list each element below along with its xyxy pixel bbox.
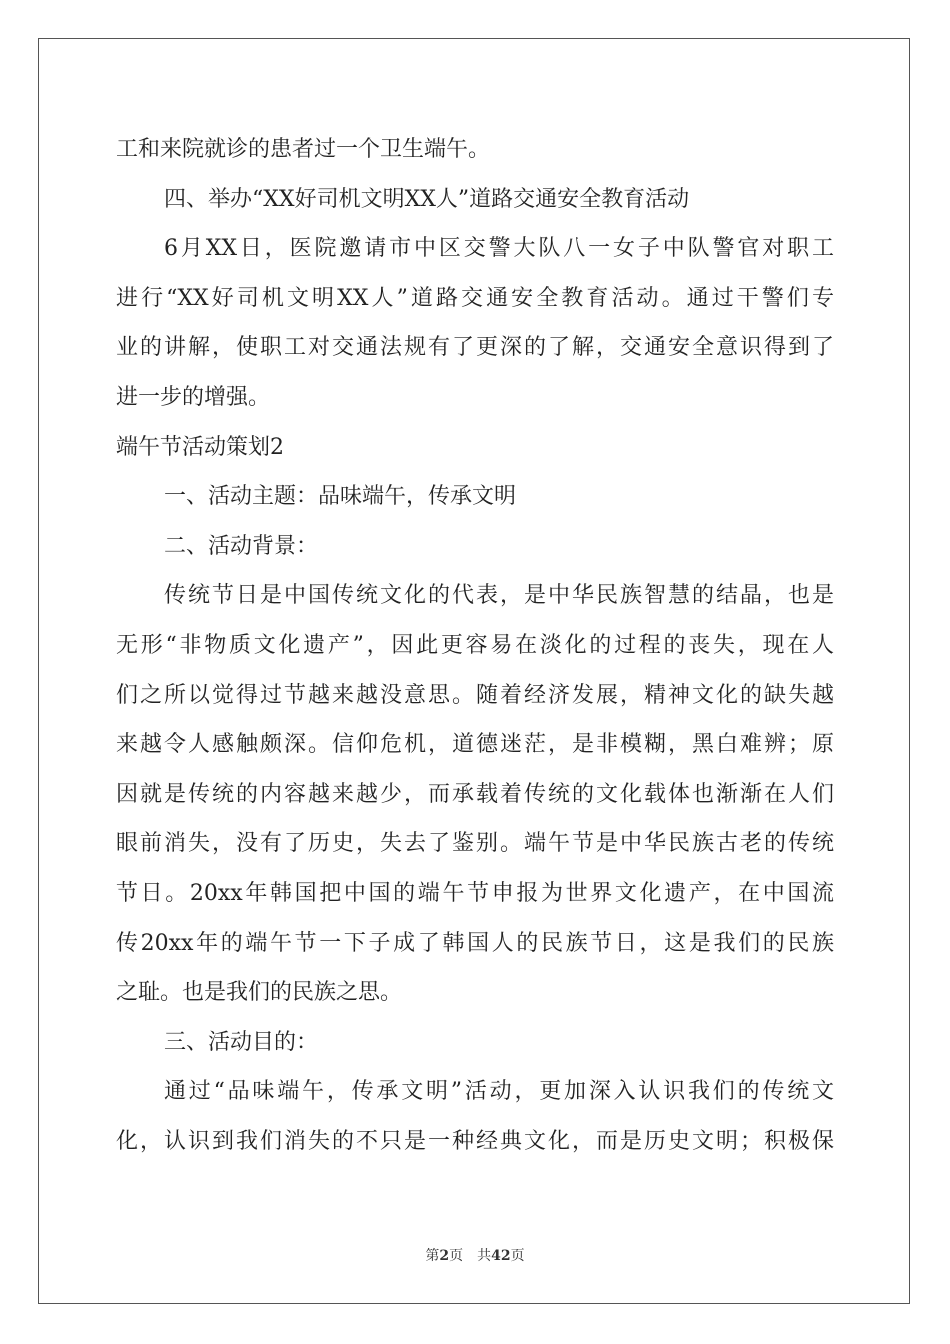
- page-total: 共42页: [477, 1248, 525, 1264]
- section-heading: 一、活动主题：品味端午，传承文明: [164, 484, 517, 510]
- paragraph-line: 工和来院就诊的患者过一个卫生端午。: [116, 137, 491, 162]
- section-heading: 四、举办“XX好司机文明XX人”道路交通安全教育活动: [164, 186, 690, 212]
- paragraph-line: 之耻。也是我们的民族之思。: [116, 980, 403, 1006]
- paragraph-line: 化，认识到我们消失的不只是一种经典文化，而是历史文明；积极保: [116, 1128, 834, 1154]
- paragraph-line: 无形“非物质文化遗产”，因此更容易在淡化的过程的丧失，现在人: [116, 632, 834, 658]
- paragraph-line: 因就是传统的内容越来越少，而承载着传统的文化载体也渐渐在人们: [116, 781, 834, 807]
- page-number: 第2页: [425, 1248, 464, 1264]
- page-footer: [0, 1245, 950, 1265]
- paragraph-line: 们之所以觉得过节越来越没意思。随着经济发展，精神文化的缺失越: [116, 682, 834, 708]
- paragraph-line: 眼前消失，没有了历史，失去了鉴别。端午节是中华民族古老的传统: [116, 831, 834, 857]
- paragraph-line: 传20xx年的端午节一下子成了韩国人的民族节日，这是我们的民族: [116, 930, 834, 956]
- paragraph-line: 进一步的增强。: [116, 384, 271, 410]
- paragraph-line: 传统节日是中国传统文化的代表，是中华民族智慧的结晶，也是: [164, 583, 834, 609]
- document-body: [116, 125, 834, 1166]
- document-title: 端午节活动策划2: [116, 434, 284, 460]
- paragraph-line: 通过“品味端午，传承文明”活动，更加深入认识我们的传统文: [164, 1079, 834, 1105]
- paragraph-line: 业的讲解，使职工对交通法规有了更深的了解，交通安全意识得到了: [116, 335, 834, 361]
- paragraph-line: 来越令人感触颇深。信仰危机，道德迷茫，是非模糊，黑白难辨；原: [116, 732, 834, 758]
- section-heading: 三、活动目的：: [164, 1029, 319, 1055]
- paragraph-line: 节日。20xx年韩国把中国的端午节申报为世界文化遗产，在中国流: [116, 880, 834, 906]
- paragraph-line: 进行“XX好司机文明XX人”道路交通安全教育活动。通过干警们专: [116, 285, 834, 311]
- paragraph-line: 6月XX日，医院邀请市中区交警大队八一女子中队警官对职工: [164, 236, 834, 262]
- section-heading: 二、活动背景：: [164, 533, 319, 559]
